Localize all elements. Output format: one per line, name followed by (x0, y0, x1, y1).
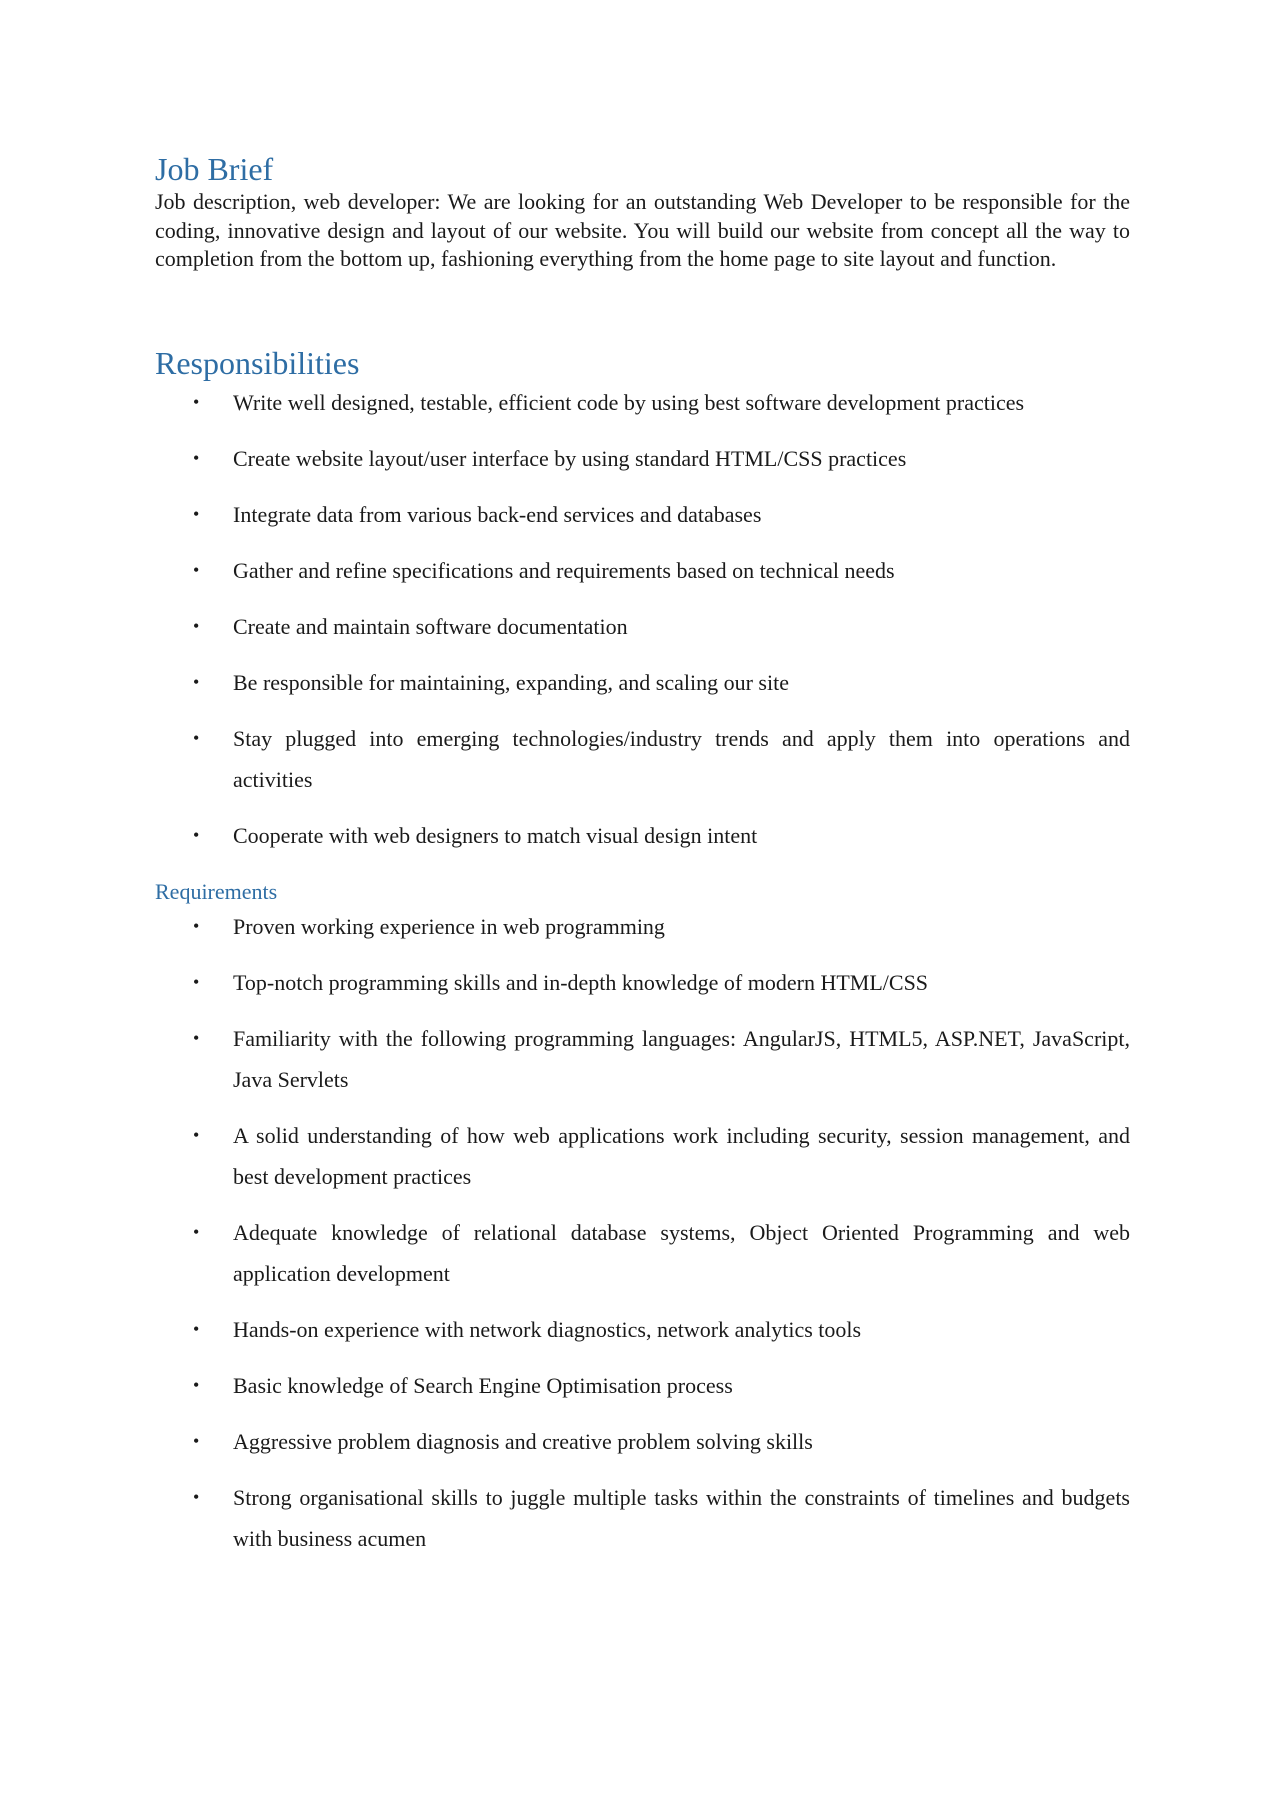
bullet-icon: • (193, 1124, 200, 1145)
job-brief-heading: Job Brief (155, 151, 274, 187)
bullet-icon: • (193, 447, 200, 468)
responsibilities-list (155, 382, 1130, 856)
bullet-icon: • (193, 1374, 200, 1395)
list-item-text: Familiarity with the following programming languages: AngularJS, HTML5, ASP.NET, JavaScript, Java Servlets (233, 1025, 1130, 1092)
list-item (155, 494, 1130, 535)
list-item-text: Cooperate with web designers to match visual design intent (233, 822, 758, 848)
list-item-text: Proven working experience in web programming (233, 913, 665, 939)
list-item (155, 1421, 1130, 1462)
requirements-heading: Requirements (155, 878, 278, 904)
list-item-text: Create website layout/user interface by using standard HTML/CSS practices (233, 445, 907, 471)
list-item-text: Be responsible for maintaining, expanding, and scaling our site (233, 669, 789, 695)
list-item-text: Integrate data from various back-end services and databases (233, 501, 762, 527)
bullet-icon: • (193, 1318, 200, 1339)
bullet-icon: • (193, 1430, 200, 1451)
job-brief-text: Job description, web developer: We are looking for an outstanding Web Developer to be responsible for the coding, innovative design and layout of our website. You will build our website from concept all the way to completion from the bottom up, fashioning everything from the home page to site layout and function. (155, 189, 1130, 271)
list-item (155, 382, 1130, 423)
list-item (155, 962, 1130, 1003)
list-item (155, 1018, 1130, 1100)
bullet-icon: • (193, 503, 200, 524)
list-item (155, 1212, 1130, 1294)
list-item (155, 1477, 1130, 1559)
list-item-text: Aggressive problem diagnosis and creative problem solving skills (233, 1428, 813, 1454)
list-item-text: A solid understanding of how web applications work including security, session management, and best development practices (233, 1122, 1130, 1189)
bullet-icon: • (193, 391, 200, 412)
list-item-text: Top-notch programming skills and in-depth knowledge of modern HTML/CSS (233, 969, 929, 995)
list-item-text: Strong organisational skills to juggle multiple tasks within the constraints of timelines and budgets with business acumen (233, 1484, 1130, 1551)
bullet-icon: • (193, 1027, 200, 1048)
responsibilities-heading: Responsibilities (155, 344, 360, 381)
list-item (155, 1115, 1130, 1197)
list-item-text: Create and maintain software documentation (233, 613, 628, 639)
list-item (155, 718, 1130, 800)
bullet-icon: • (193, 727, 200, 748)
list-item-text: Gather and refine specifications and requirements based on technical needs (233, 557, 895, 583)
list-item (155, 662, 1130, 703)
list-item-text: Hands-on experience with network diagnostics, network analytics tools (233, 1316, 862, 1342)
bullet-icon: • (193, 971, 200, 992)
list-item (155, 1309, 1130, 1350)
list-item (155, 438, 1130, 479)
bullet-icon: • (193, 824, 200, 845)
list-item (155, 906, 1130, 947)
list-item (155, 1365, 1130, 1406)
bullet-icon: • (193, 1221, 200, 1242)
list-item-text: Adequate knowledge of relational database systems, Object Oriented Programming and web application development (233, 1219, 1130, 1286)
bullet-icon: • (193, 671, 200, 692)
bullet-icon: • (193, 615, 200, 636)
list-item-text: Write well designed, testable, efficient code by using best software development practices (233, 389, 1025, 415)
requirements-list (155, 906, 1130, 1559)
document-page (155, 150, 1130, 1574)
list-item (155, 550, 1130, 591)
bullet-icon: • (193, 1486, 200, 1507)
list-item (155, 606, 1130, 647)
list-item-text: Stay plugged into emerging technologies/industry trends and apply them into operations and activities (233, 725, 1130, 792)
list-item (155, 815, 1130, 856)
bullet-icon: • (193, 559, 200, 580)
bullet-icon: • (193, 915, 200, 936)
list-item-text: Basic knowledge of Search Engine Optimisation process (233, 1372, 733, 1398)
